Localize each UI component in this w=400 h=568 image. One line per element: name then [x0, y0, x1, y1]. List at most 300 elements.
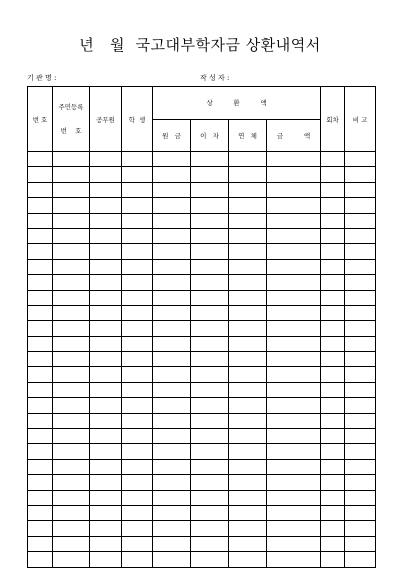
cell-amount — [267, 336, 321, 351]
cell-principal — [153, 152, 191, 167]
cell-student — [122, 413, 153, 428]
table-row — [28, 182, 376, 197]
repayment-ledger-table — [27, 86, 376, 568]
cell-installment — [321, 413, 345, 428]
cell-amount — [267, 536, 321, 551]
cell-student — [122, 490, 153, 505]
cell-principal — [153, 536, 191, 551]
cell-remarks — [345, 352, 376, 367]
cell-official — [90, 382, 122, 397]
cell-remarks — [345, 413, 376, 428]
header-no: 번 호 — [28, 87, 53, 152]
cell-principal — [153, 459, 191, 474]
cell-amount — [267, 382, 321, 397]
cell-remarks — [345, 398, 376, 413]
cell-student — [122, 398, 153, 413]
cell-student — [122, 182, 153, 197]
table-row — [28, 213, 376, 228]
cell-amount — [267, 167, 321, 182]
cell-principal — [153, 429, 191, 444]
cell-official — [90, 536, 122, 551]
cell-resident-id — [53, 490, 90, 505]
cell-interest — [191, 198, 229, 213]
cell-overdue — [229, 367, 267, 382]
table-row — [28, 521, 376, 536]
cell-interest — [191, 459, 229, 474]
cell-official — [90, 152, 122, 167]
cell-principal — [153, 521, 191, 536]
cell-amount — [267, 444, 321, 459]
cell-interest — [191, 152, 229, 167]
cell-principal — [153, 259, 191, 274]
cell-official — [90, 521, 122, 536]
cell-overdue — [229, 475, 267, 490]
cell-principal — [153, 490, 191, 505]
cell-remarks — [345, 521, 376, 536]
writer-label: 작 성 자 : — [200, 74, 230, 82]
cell-installment — [321, 367, 345, 382]
cell-installment — [321, 152, 345, 167]
cell-installment — [321, 321, 345, 336]
header-repayment: 상 환 액 — [153, 87, 321, 120]
cell-resident-id — [53, 398, 90, 413]
cell-principal — [153, 382, 191, 397]
cell-no — [28, 398, 53, 413]
cell-student — [122, 444, 153, 459]
cell-remarks — [345, 152, 376, 167]
cell-installment — [321, 228, 345, 243]
cell-student — [122, 459, 153, 474]
cell-amount — [267, 259, 321, 274]
cell-resident-id — [53, 198, 90, 213]
cell-overdue — [229, 490, 267, 505]
table-row — [28, 382, 376, 397]
cell-no — [28, 490, 53, 505]
cell-overdue — [229, 521, 267, 536]
cell-resident-id — [53, 305, 90, 320]
cell-resident-id — [53, 475, 90, 490]
cell-no — [28, 352, 53, 367]
subheader-overdue: 연 체 — [229, 119, 267, 152]
cell-overdue — [229, 305, 267, 320]
cell-official — [90, 321, 122, 336]
cell-overdue — [229, 352, 267, 367]
cell-overdue — [229, 536, 267, 551]
cell-student — [122, 321, 153, 336]
cell-interest — [191, 444, 229, 459]
header-student: 학 생 — [122, 87, 153, 152]
cell-principal — [153, 413, 191, 428]
cell-official — [90, 336, 122, 351]
cell-student — [122, 536, 153, 551]
table-row — [28, 429, 376, 444]
cell-installment — [321, 444, 345, 459]
cell-installment — [321, 382, 345, 397]
cell-student — [122, 429, 153, 444]
subheader-amount: 금 액 — [267, 119, 321, 152]
cell-no — [28, 244, 53, 259]
cell-student — [122, 275, 153, 290]
cell-installment — [321, 182, 345, 197]
cell-official — [90, 275, 122, 290]
table-row — [28, 398, 376, 413]
header-resident-id-top: 주민등록 — [58, 103, 84, 111]
cell-amount — [267, 521, 321, 536]
cell-resident-id — [53, 429, 90, 444]
cell-interest — [191, 398, 229, 413]
cell-installment — [321, 213, 345, 228]
cell-official — [90, 182, 122, 197]
cell-amount — [267, 352, 321, 367]
table-row — [28, 475, 376, 490]
table-row — [28, 228, 376, 243]
cell-remarks — [345, 382, 376, 397]
cell-installment — [321, 167, 345, 182]
table-row — [28, 275, 376, 290]
cell-interest — [191, 367, 229, 382]
cell-no — [28, 259, 53, 274]
cell-principal — [153, 505, 191, 520]
cell-remarks — [345, 490, 376, 505]
cell-installment — [321, 305, 345, 320]
cell-student — [122, 259, 153, 274]
cell-principal — [153, 275, 191, 290]
cell-official — [90, 398, 122, 413]
cell-official — [90, 305, 122, 320]
cell-remarks — [345, 429, 376, 444]
cell-official — [90, 490, 122, 505]
cell-amount — [267, 475, 321, 490]
cell-amount — [267, 413, 321, 428]
cell-no — [28, 536, 53, 551]
cell-no — [28, 336, 53, 351]
cell-official — [90, 167, 122, 182]
cell-overdue — [229, 505, 267, 520]
cell-no — [28, 459, 53, 474]
cell-amount — [267, 321, 321, 336]
table-row — [28, 259, 376, 274]
cell-resident-id — [53, 259, 90, 274]
document-title: 년 월 국고대부학자금 상환내역서 — [79, 36, 321, 54]
cell-amount — [267, 459, 321, 474]
header-installment: 회차 — [321, 87, 345, 152]
cell-no — [28, 182, 53, 197]
cell-remarks — [345, 228, 376, 243]
cell-resident-id — [53, 536, 90, 551]
cell-remarks — [345, 259, 376, 274]
cell-interest — [191, 521, 229, 536]
cell-overdue — [229, 429, 267, 444]
cell-interest — [191, 352, 229, 367]
cell-overdue — [229, 152, 267, 167]
cell-student — [122, 505, 153, 520]
cell-interest — [191, 505, 229, 520]
cell-interest — [191, 182, 229, 197]
cell-no — [28, 275, 53, 290]
table-row — [28, 367, 376, 382]
cell-principal — [153, 213, 191, 228]
cell-official — [90, 352, 122, 367]
cell-resident-id — [53, 213, 90, 228]
cell-overdue — [229, 444, 267, 459]
cell-overdue — [229, 182, 267, 197]
cell-resident-id — [53, 505, 90, 520]
cell-official — [90, 475, 122, 490]
cell-amount — [267, 429, 321, 444]
cell-official — [90, 244, 122, 259]
cell-no — [28, 429, 53, 444]
cell-official — [90, 198, 122, 213]
cell-official — [90, 413, 122, 428]
cell-principal — [153, 182, 191, 197]
cell-interest — [191, 305, 229, 320]
table-row — [28, 321, 376, 336]
cell-amount — [267, 244, 321, 259]
cell-amount — [267, 275, 321, 290]
cell-resident-id — [53, 382, 90, 397]
cell-installment — [321, 429, 345, 444]
cell-official — [90, 290, 122, 305]
cell-principal — [153, 244, 191, 259]
cell-remarks — [345, 367, 376, 382]
cell-no — [28, 305, 53, 320]
cell-student — [122, 305, 153, 320]
cell-installment — [321, 259, 345, 274]
cell-amount — [267, 213, 321, 228]
table-row — [28, 459, 376, 474]
cell-official — [90, 429, 122, 444]
header-official: 공무원 — [90, 87, 122, 152]
cell-no — [28, 198, 53, 213]
cell-student — [122, 336, 153, 351]
cell-installment — [321, 490, 345, 505]
cell-principal — [153, 198, 191, 213]
cell-remarks — [345, 444, 376, 459]
cell-student — [122, 244, 153, 259]
cell-amount — [267, 290, 321, 305]
table-row — [28, 167, 376, 182]
header-resident-id — [53, 87, 90, 152]
cell-resident-id — [53, 444, 90, 459]
cell-student — [122, 475, 153, 490]
cell-installment — [321, 336, 345, 351]
cell-overdue — [229, 244, 267, 259]
agency-label: 기 관 명 : — [27, 74, 57, 82]
cell-remarks — [345, 475, 376, 490]
cell-student — [122, 228, 153, 243]
cell-remarks — [345, 321, 376, 336]
cell-interest — [191, 244, 229, 259]
cell-remarks — [345, 505, 376, 520]
cell-principal — [153, 321, 191, 336]
cell-remarks — [345, 305, 376, 320]
cell-official — [90, 367, 122, 382]
cell-student — [122, 521, 153, 536]
cell-resident-id — [53, 367, 90, 382]
header-resident-id-bottom: 번 호 — [60, 127, 82, 135]
cell-resident-id — [53, 275, 90, 290]
cell-resident-id — [53, 152, 90, 167]
cell-overdue — [229, 336, 267, 351]
cell-overdue — [229, 413, 267, 428]
cell-remarks — [345, 275, 376, 290]
cell-principal — [153, 352, 191, 367]
table-row — [28, 336, 376, 351]
cell-amount — [267, 152, 321, 167]
cell-amount — [267, 367, 321, 382]
cell-overdue — [229, 228, 267, 243]
cell-no — [28, 213, 53, 228]
cell-amount — [267, 228, 321, 243]
cell-overdue — [229, 198, 267, 213]
subheader-interest: 이 자 — [191, 119, 229, 152]
cell-official — [90, 459, 122, 474]
cell-amount — [267, 305, 321, 320]
cell-installment — [321, 275, 345, 290]
cell-overdue — [229, 259, 267, 274]
cell-student — [122, 382, 153, 397]
cell-resident-id — [53, 336, 90, 351]
subheader-principal: 원 금 — [153, 119, 191, 152]
cell-interest — [191, 382, 229, 397]
cell-remarks — [345, 213, 376, 228]
cell-remarks — [345, 536, 376, 551]
cell-remarks — [345, 198, 376, 213]
cell-installment — [321, 352, 345, 367]
cell-principal — [153, 336, 191, 351]
cell-interest — [191, 475, 229, 490]
cell-no — [28, 228, 53, 243]
cell-resident-id — [53, 352, 90, 367]
cell-overdue — [229, 213, 267, 228]
table-row — [28, 198, 376, 213]
cell-interest — [191, 429, 229, 444]
cell-interest — [191, 536, 229, 551]
cell-installment — [321, 398, 345, 413]
cell-overdue — [229, 382, 267, 397]
cell-resident-id — [53, 521, 90, 536]
cell-student — [122, 167, 153, 182]
cell-no — [28, 521, 53, 536]
cell-official — [90, 444, 122, 459]
cell-installment — [321, 521, 345, 536]
cell-installment — [321, 244, 345, 259]
cell-interest — [191, 413, 229, 428]
cell-overdue — [229, 290, 267, 305]
table-row — [28, 536, 376, 551]
cell-principal — [153, 305, 191, 320]
table-row — [28, 290, 376, 305]
cell-interest — [191, 290, 229, 305]
table-row — [28, 352, 376, 367]
cell-interest — [191, 490, 229, 505]
cell-no — [28, 290, 53, 305]
cell-remarks — [345, 167, 376, 182]
cell-no — [28, 367, 53, 382]
cell-student — [122, 290, 153, 305]
cell-resident-id — [53, 290, 90, 305]
cell-official — [90, 259, 122, 274]
cell-amount — [267, 198, 321, 213]
cell-student — [122, 152, 153, 167]
cell-installment — [321, 505, 345, 520]
cell-no — [28, 505, 53, 520]
cell-interest — [191, 213, 229, 228]
cell-no — [28, 444, 53, 459]
cell-student — [122, 198, 153, 213]
cell-official — [90, 213, 122, 228]
cell-overdue — [229, 275, 267, 290]
cell-principal — [153, 475, 191, 490]
header-remarks: 비 고 — [345, 87, 376, 152]
cell-official — [90, 505, 122, 520]
table-row — [28, 505, 376, 520]
cell-overdue — [229, 167, 267, 182]
cell-amount — [267, 182, 321, 197]
cell-overdue — [229, 398, 267, 413]
cell-remarks — [345, 459, 376, 474]
cell-student — [122, 213, 153, 228]
table-row — [28, 490, 376, 505]
cell-no — [28, 152, 53, 167]
cell-resident-id — [53, 167, 90, 182]
cell-amount — [267, 505, 321, 520]
cell-resident-id — [53, 244, 90, 259]
cell-amount — [267, 490, 321, 505]
cell-interest — [191, 321, 229, 336]
table-row — [28, 413, 376, 428]
cell-installment — [321, 198, 345, 213]
cell-student — [122, 367, 153, 382]
table-row — [28, 444, 376, 459]
cell-resident-id — [53, 413, 90, 428]
cell-principal — [153, 398, 191, 413]
cell-no — [28, 167, 53, 182]
cell-no — [28, 475, 53, 490]
cell-principal — [153, 228, 191, 243]
table-row — [28, 305, 376, 320]
cell-interest — [191, 336, 229, 351]
cell-interest — [191, 275, 229, 290]
cell-overdue — [229, 321, 267, 336]
cell-interest — [191, 228, 229, 243]
cell-principal — [153, 290, 191, 305]
cell-interest — [191, 167, 229, 182]
cell-remarks — [345, 336, 376, 351]
cell-remarks — [345, 182, 376, 197]
cell-resident-id — [53, 321, 90, 336]
cell-installment — [321, 475, 345, 490]
cell-overdue — [229, 459, 267, 474]
cell-principal — [153, 367, 191, 382]
cell-official — [90, 228, 122, 243]
cell-resident-id — [53, 459, 90, 474]
cell-no — [28, 382, 53, 397]
cell-remarks — [345, 290, 376, 305]
cell-interest — [191, 259, 229, 274]
ledger-body — [28, 152, 376, 568]
cell-installment — [321, 459, 345, 474]
cell-resident-id — [53, 228, 90, 243]
cell-principal — [153, 444, 191, 459]
cell-no — [28, 321, 53, 336]
cell-amount — [267, 398, 321, 413]
cell-student — [122, 352, 153, 367]
cell-principal — [153, 167, 191, 182]
table-row — [28, 244, 376, 259]
cell-remarks — [345, 244, 376, 259]
cell-installment — [321, 290, 345, 305]
